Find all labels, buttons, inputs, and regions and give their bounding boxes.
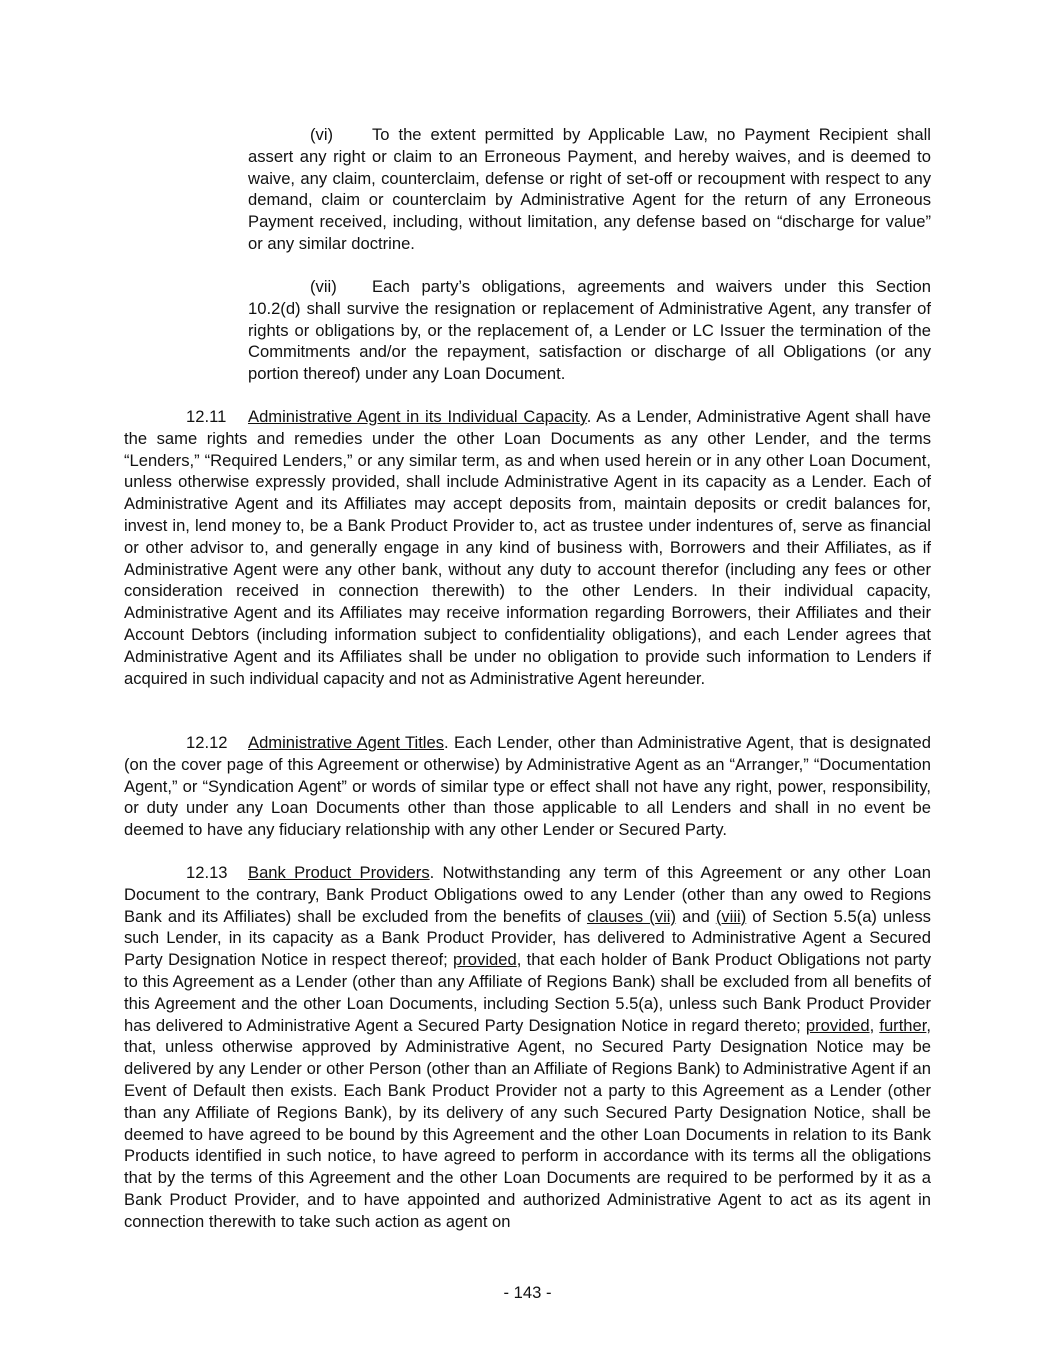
section-text: , that, unless otherwise approved by Administrative Agent, no Secured Party Designation Notice may be delivered by any Lender or other Person (other than an Affiliate of Regions Bank) to Administrative Agent if an Event of Default then exists. Each Bank Product Provider not a party to this Agreement as a Lender (other than any Affiliate of Regions Bank), by its delivery of any such Secured Party Designation Notice, shall be deemed to have agreed to be bound by this Agreement and the other Loan Documents in relation to its Bank Products identified in such notice, to have agreed to perform in accordance with its terms all the obligations that by the terms of this Agreement and the other Loan Documents are required to be performed by it as a Bank Product Provider, and to have appointed and authorized Administrative Agent to act as its agent in connection therewith to take such action as agent on	[124, 1015, 931, 1231]
section-text: of Section 5.5(a) unless such Lender, in its capacity as a Bank Product Provider, has delivered to Administrative Agent a Secured Party Designation Notice in respect thereof;	[124, 906, 931, 970]
section-heading: Bank Product Providers	[248, 863, 430, 882]
clause-number: (vi)	[310, 125, 334, 144]
clause-text: To the extent permitted by Applicable Law, no Payment Recipient shall assert any right or claim to an Erroneous Payment, and hereby waives, and is deemed to waive, any claim, counterclaim, defense or right of set-off or recoupment with respect to any demand, claim or counterclaim by Administrative Agent for the return of any Erroneous Payment received, including, without limitation, any defense based on “discharge for value” or any similar doctrine.	[248, 125, 931, 253]
section-text: , that each holder of Bank Product Obligations not party to this Agreement as a Lender (other than any Affiliate of Regions Bank) shall be excluded from all benefits of this Agreement and the other Loan Documents, including Section 5.5(a), unless such Bank Product Provider has delivered to Administrative Agent a Secured Party Designation Notice in regard thereto;	[124, 950, 931, 1035]
clause-reference: (viii)	[715, 906, 747, 926]
section-text: . Each Lender, other than Administrative Agent, that is designated (on the cover page of this Agreement or otherwise) by Administrative Agent as an “Arranger,” “Documentation Agent,” or “Syndication Agent” or words of similar type or effect shall not have any right, power, responsibility, or duty under any Loan Documents other than those applicable to all Lenders and shall in no event be deemed to have any fiduciary relationship with any other Lender or Secured Party.	[124, 733, 931, 840]
paragraph-vi	[248, 124, 931, 255]
section-number: 12.13	[186, 863, 228, 882]
section-text: ,	[869, 1015, 880, 1035]
page-number: - 143 -	[503, 1283, 552, 1302]
section-heading: Administrative Agent Titles	[248, 733, 445, 752]
clause-reference: clauses (vii)	[586, 906, 677, 926]
section-12-11	[124, 406, 931, 689]
section-12-12	[124, 732, 931, 841]
section-number: 12.11	[186, 407, 227, 426]
proviso-term: provided	[805, 1015, 870, 1035]
clause-number: (vii)	[310, 277, 337, 296]
section-text: and	[676, 906, 716, 926]
clause-text: Each party’s obligations, agreements and waivers under this Section 10.2(d) shall survive the resignation or replacement of Administrative Agent, any transfer of rights or obligations by, or the replacement of, a Lender or LC Issuer the termination of the Commitments and/or the repayment, satisfaction or discharge of all Obligations (or any portion thereof) under any Loan Document.	[248, 277, 931, 384]
section-heading: Administrative Agent in its Individual Capacity	[248, 407, 587, 426]
proviso-term: provided	[453, 950, 517, 970]
paragraph-vii	[248, 276, 931, 385]
section-number: 12.12	[186, 733, 228, 752]
proviso-term: further	[879, 1015, 927, 1035]
section-text: . As a Lender, Administrative Agent shall have the same rights and remedies under the other Loan Documents as any other Lender, and the terms “Lenders,” “Required Lenders,” or any similar term, as and when used herein or in any other Loan Document, unless otherwise expressly provided, shall include Administrative Agent in its capacity as a Lender. Each of Administrative Agent and its Affiliates may accept deposits from, maintain deposits or credit balances for, invest in, lend money to, be a Bank Product Provider to, act as trustee under indentures of, serve as financial or other advisor to, and generally engage in any kind of business with, Borrowers and their Affiliates, as if Administrative Agent were any other bank, without any duty to account therefor (including any fees or other consideration received in connection therewith) to the other Lenders. In their individual capacity, Administrative Agent and its Affiliates may receive information regarding Borrowers, their Affiliates and their Account Debtors (including information subject to confidentiality obligations), and each Lender agrees that Administrative Agent and its Affiliates shall be under no obligation to provide such information to Lenders if acquired in such individual capacity and not as Administrative Agent hereunder.	[124, 407, 932, 688]
section-text: . Notwithstanding any term of this Agreement or any other Loan Document to the contrary, Bank Product Obligations owed to any Lender (other than any owed to Regions Bank and its Affiliates) shall be excluded from the benefits of	[124, 863, 931, 926]
section-12-13	[124, 862, 931, 1233]
